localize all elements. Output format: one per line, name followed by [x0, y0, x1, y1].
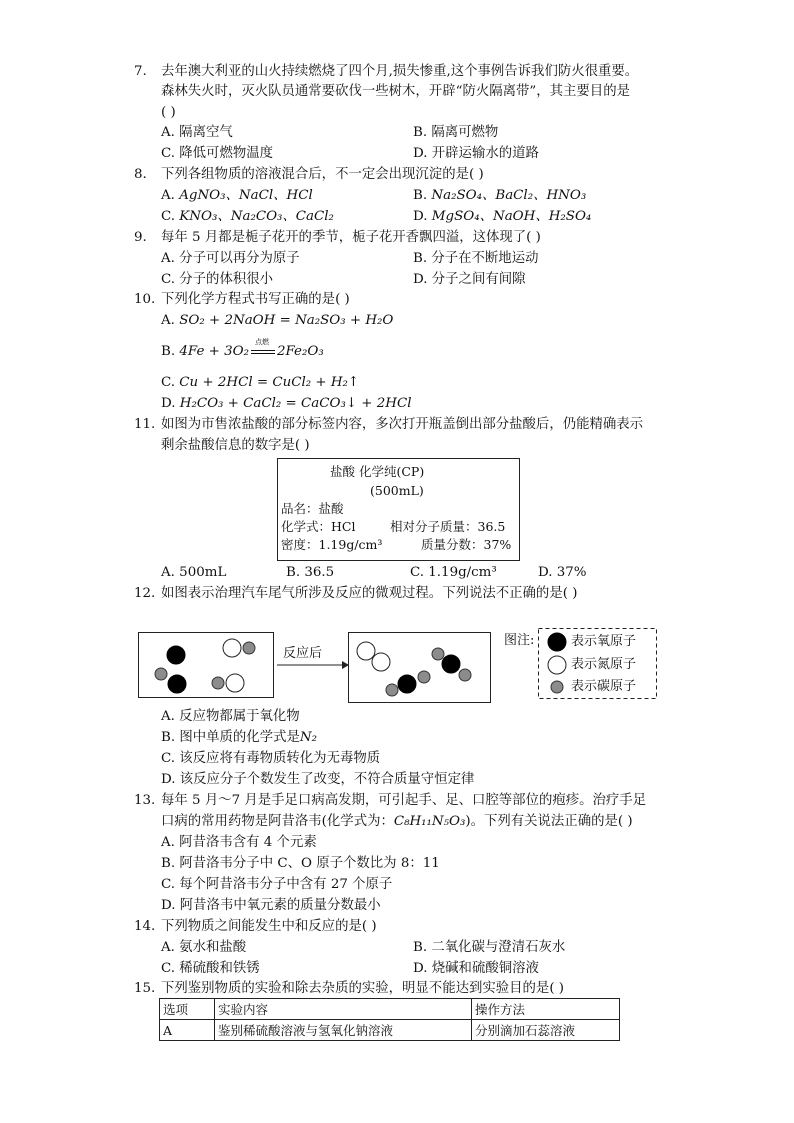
nitrogen-atom	[372, 653, 390, 671]
reactants-box	[139, 633, 274, 698]
label-mass-fraction: 质量分数：37%	[421, 537, 512, 552]
nitrogen-atom	[223, 639, 241, 657]
condition-text: 点燃	[254, 338, 269, 346]
table-cell: 鉴别稀硫酸溶液与氢氧化钠溶液	[215, 1020, 472, 1041]
label-density: 密度：1.19g/cm³	[281, 537, 383, 552]
option-d[interactable]: D. 阿昔洛韦中氧元素的质量分数最小	[161, 898, 381, 913]
option-d[interactable]: D. 开辟运输水的道路	[413, 146, 539, 161]
equals-bottom-line	[251, 353, 275, 354]
option-a[interactable]: A. 隔离空气	[161, 125, 233, 140]
option-c[interactable]: C. 1.19g/cm³	[410, 565, 497, 580]
option-c[interactable]	[161, 208, 334, 226]
option-letter: A.	[161, 313, 175, 328]
carbon-atom	[459, 669, 471, 681]
option-a[interactable]: A. 反应物都属于氧化物	[161, 709, 300, 724]
question-stem: 每年 5 月都是栀子花开的季节，栀子花开香飘四溢，这体现了( )	[161, 230, 541, 245]
equation-left: 4Fe + 3O₂	[179, 344, 249, 359]
label-volume: (500mL)	[370, 483, 424, 498]
option-c[interactable]: C. 分子的体积很小	[161, 272, 274, 287]
question-number: 11.	[134, 417, 156, 432]
question-number: 8.	[134, 167, 147, 182]
equation: H₂CO₃ + CaCl₂ = CaCO₃↓ + 2HCl	[179, 396, 412, 411]
table-cell: A	[160, 1020, 215, 1041]
equation-right: 2Fe₂O₃	[276, 344, 324, 359]
question-number: 12.	[134, 586, 156, 601]
option-d[interactable]	[413, 208, 591, 226]
question-stem	[161, 813, 633, 831]
option-b[interactable]: B. 36.5	[286, 565, 335, 580]
option-a[interactable]: A. 阿昔洛韦含有 4 个元素	[161, 835, 317, 850]
question-number: 14.	[134, 919, 156, 934]
option-a[interactable]	[161, 312, 393, 330]
question-number: 15.	[134, 981, 156, 996]
legend-carbon: 表示碳原子	[571, 679, 637, 694]
question-number: 9.	[134, 230, 147, 245]
equation: SO₂ + 2NaOH = Na₂SO₃ + H₂O	[179, 313, 394, 328]
carbon-atom	[243, 642, 255, 654]
table-header-cell: 操作方法	[472, 999, 620, 1020]
carbon-atom	[212, 677, 224, 689]
formula: KNO₃、Na₂CO₃、CaCl₂	[179, 209, 334, 224]
option-letter: D.	[161, 396, 176, 411]
formula: N₂	[299, 730, 317, 745]
option-c[interactable]: C. 该反应将有毒物质转化为无毒物质	[161, 751, 381, 766]
option-a[interactable]: A. 500mL	[161, 565, 227, 580]
label-formula: 化学式：HCl	[281, 519, 356, 534]
question-stem: 下列物质之间能发生中和反应的是( )	[161, 919, 377, 934]
option-a[interactable]	[161, 187, 313, 205]
reagent-label-box	[277, 458, 520, 561]
option-letter: C.	[161, 375, 176, 390]
option-d[interactable]	[161, 395, 412, 413]
option-b[interactable]	[161, 729, 317, 747]
nitrogen-atom	[357, 642, 375, 660]
question-stem: 如图为市售浓盐酸的部分标签内容，多次打开瓶盖倒出部分盐酸后，仍能精确表示	[161, 417, 644, 432]
option-d[interactable]: D. 37%	[538, 565, 587, 580]
option-b[interactable]	[161, 338, 324, 361]
oxygen-atom	[442, 655, 460, 673]
table-cell: 分别滴加石蕊溶液	[472, 1020, 620, 1041]
stem-text: )。下列有关说法正确的是( )	[465, 814, 633, 829]
option-c[interactable]: C. 每个阿昔洛韦分子中含有 27 个原子	[161, 877, 393, 892]
oxygen-atom	[168, 675, 186, 693]
formula: AgNO₃、NaCl、HCl	[179, 188, 313, 203]
option-d[interactable]: D. 分子之间有间隙	[413, 272, 526, 287]
table-header-row	[160, 999, 620, 1020]
question-stem: 下列各组物质的溶液混合后，不一定会出现沉淀的是( )	[161, 167, 484, 182]
carbon-atom	[432, 648, 444, 660]
nitrogen-atom	[226, 674, 244, 692]
carbon-atom	[386, 684, 398, 696]
option-b[interactable]	[413, 187, 586, 205]
label-name: 品名：盐酸	[281, 501, 344, 516]
option-c[interactable]	[161, 374, 359, 392]
stem-text: 口病的常用药物是阿昔洛韦(化学式为：	[161, 814, 394, 829]
option-c[interactable]: C. 稀硫酸和铁锈	[161, 961, 260, 976]
option-letter: B.	[161, 344, 176, 359]
table-header-cell: 实验内容	[215, 999, 472, 1020]
option-letter: A.	[161, 188, 175, 203]
legend-title: 图注:	[504, 633, 535, 648]
legend-nitrogen-swatch	[548, 656, 566, 674]
question-number: 13.	[134, 793, 156, 808]
option-b[interactable]: B. 隔离可燃物	[413, 125, 499, 140]
arrow-label: 反应后	[283, 646, 323, 661]
question-stem: 每年 5 月～7 月是手足口病高发期，可引起手、足、口腔等部位的疱疹。治疗手足	[161, 793, 647, 808]
question-stem: 如图表示治理汽车尾气所涉及反应的微观过程。下列说法不正确的是( )	[161, 586, 578, 601]
legend-oxygen-swatch	[548, 633, 566, 651]
option-c[interactable]: C. 降低可燃物温度	[161, 146, 274, 161]
reaction-condition	[249, 338, 277, 361]
table-row	[160, 1020, 620, 1041]
question-stem: 去年澳大利亚的山火持续燃烧了四个月,损失惨重,这个事例告诉我们防火很重要。	[161, 64, 639, 79]
question-stem: 森林失火时，灭火队员通常要砍伐一些树木，开辟“防火隔离带”，其主要目的是	[161, 84, 630, 99]
option-a[interactable]: A. 分子可以再分为原子	[161, 251, 300, 266]
experiment-table	[159, 998, 620, 1041]
carbon-atom	[155, 668, 167, 680]
option-b[interactable]: B. 阿昔洛韦分子中 C、O 原子个数比为 8：11	[161, 856, 440, 871]
answer-blank: ( )	[161, 105, 176, 120]
option-text: B. 图中单质的化学式是	[161, 730, 300, 745]
formula: C₈H₁₁N₅O₃	[393, 814, 466, 829]
option-letter: C.	[161, 209, 176, 224]
option-d[interactable]: D. 烧碱和硫酸铜溶液	[413, 961, 539, 976]
option-b[interactable]: B. 二氧化碳与澄清石灰水	[413, 940, 566, 955]
question-stem: 下列化学方程式书写正确的是( )	[161, 292, 350, 307]
reaction-diagram	[0, 624, 794, 704]
oxygen-atom	[398, 675, 416, 693]
table-header-cell: 选项	[160, 999, 215, 1020]
option-b[interactable]: B. 分子在不断地运动	[413, 251, 539, 266]
carbon-atom	[418, 671, 430, 683]
formula: MgSO₄、NaOH、H₂SO₄	[431, 209, 592, 224]
label-molecular-mass: 相对分子质量：36.5	[390, 519, 506, 534]
formula: Na₂SO₄、BaCl₂、HNO₃	[431, 188, 587, 203]
option-letter: D.	[413, 209, 428, 224]
option-letter: B.	[413, 188, 428, 203]
arrow-head	[342, 661, 349, 669]
option-a[interactable]: A. 氨水和盐酸	[161, 940, 247, 955]
question-stem: 剩余盐酸信息的数字是( )	[161, 438, 310, 453]
legend-nitrogen: 表示氮原子	[571, 657, 637, 672]
legend-carbon-swatch	[551, 681, 563, 693]
equals-top-line	[251, 350, 275, 351]
equation: Cu + 2HCl = CuCl₂ + H₂↑	[179, 375, 360, 390]
question-number: 7.	[134, 64, 147, 79]
option-d[interactable]: D. 该反应分子个数发生了改变，不符合质量守恒定律	[161, 772, 475, 787]
oxygen-atom	[167, 646, 185, 664]
question-stem: 下列鉴别物质的实验和除去杂质的实验，明显不能达到实验目的是( )	[161, 981, 565, 996]
label-title: 盐酸 化学纯(CP)	[330, 464, 425, 479]
question-number: 10.	[134, 292, 156, 307]
legend-oxygen: 表示氧原子	[571, 634, 637, 649]
